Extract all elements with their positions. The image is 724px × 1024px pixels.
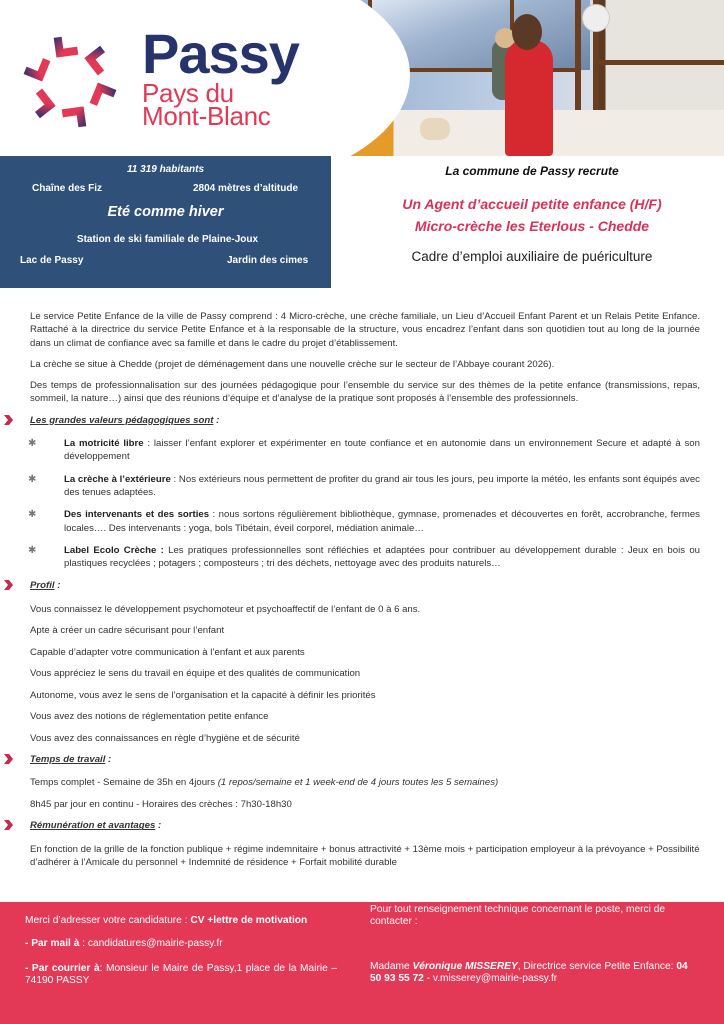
asterisk-icon: ✱ [28,544,37,556]
logo-text [142,22,299,131]
list-item: ✱ Label Ecolo Crèche : Les pratiques professionnelles sont réfléchies et adaptées pour contribuer au développement durable : Jeux en bois ou plastiques recyclées ; potagers ; composteurs ; tri des déchets, nettoyage avec des produits naturels… [28,544,700,570]
recruit-intro: La commune de Passy recrute [445,164,619,178]
contact-intro: Pour tout renseignement technique concernant le poste, merci de contacter : [370,904,666,928]
profil-line: Vous avez des connaissances en règle d’hygiène et de sécurité [30,732,300,744]
list-item: ✱ La crèche à l’extérieure : Nos extérieurs nous permettent de profiter du grand air tous les jours, peu importe la météo, les enfants sont équipés avec des tenues adaptées. [28,473,700,498]
chevron-right-icon [4,580,13,590]
profil-line: Vous avez des notions de réglementation petite enfance [30,711,269,723]
logo-tagline-1: Pays du [142,78,234,108]
logo-tagline-2: Mont-Blanc [142,101,271,131]
chevron-right-icon [4,820,13,830]
intro-paragraph: Le service Petite Enfance de la ville de Passy comprend : 4 Micro-crèche, une crèche familiale, un Lieu d’Accueil Enfant Parent et un Relais Petite Enfance. Rattaché à la directrice du service Petite Enfance et à la responsable de la structure, vous encadrez l’enfant dans son quotidien tout au long de la journée dans un climat de confiance avec sa famille et dans le cadre du projet d’établissement. [30,311,700,349]
intro-paragraph: La crèche se situe à Chedde (projet de déménagement dans une nouvelle crèche sur le secteur de l’Abbaye courant 2026). [30,358,555,370]
section-profil-heading: Profil : [8,579,700,592]
section-values-heading: Les grandes valeurs pédagogiques sont : [8,414,700,427]
passy-logo-icon [18,30,122,134]
job-location: Micro-crèche les Eterlous - Chedde [414,218,650,234]
facts-box [0,156,331,288]
fact-lac: Lac de Passy [20,255,84,266]
contact-details: Madame Véronique MISSEREY, Directrice service Petite Enfance: 04 50 93 55 72 - v.misserey@mairie-passy.fr [370,961,688,985]
chevron-right-icon [4,754,13,764]
population: 11 319 habitants [126,164,205,175]
job-grade: Cadre d’emploi auxiliaire de puériculture [411,249,653,264]
list-item: ✱ La motricité libre : laisser l’enfant explorer et expérimenter en toute confiance et en autonomie dans un environnement Secure et adapté à son développement [28,438,700,463]
asterisk-icon: ✱ [28,509,37,521]
contact-phone[interactable]: 04 50 93 55 72 [370,961,688,985]
clock-icon [582,4,610,32]
apply-by-post: - Par courrier à: Monsieur le Maire de Passy,1 place de la Mairie – 74190 PASSY [25,963,337,987]
profil-line: Apte à créer un cadre sécurisant pour l’enfant [30,625,225,637]
list-item: ✱ Des intervenants et des sorties : nous sortons régulièrement bibliothèque, gymnase, promenades et découvertes en forêt, accrobranche, fermes locales…. Des intervenants : yoga, bols Tibétain, éveil corporel, médiation animale… [28,509,700,534]
work-schedule: Temps complet - Semaine de 35h en 4jours (1 repos/semaine et 1 week-end de 4 jours toutes les 5 semaines) [30,777,499,789]
fact-ski-station: Station de ski familiale de Plaine-Joux [76,234,259,245]
profil-line: Vous appréciez le sens du travail en équipe et des qualités de communication [30,668,361,680]
profil-line: Vous connaissez le développement psychomoteur et psychoaffectif de l’enfant de 0 à 6 ans. [30,603,421,615]
apply-by-mail: - Par mail à : candidatures@mairie-passy.fr [25,938,223,949]
job-description [30,310,700,877]
profil-line: Autonome, vous avez le sens de l’organisation et la capacité à définir les priorités [30,689,376,701]
logo-name: Passy [142,22,299,85]
section-temps-heading: Temps de travail : [8,753,700,766]
slogan: Eté comme hiver [107,204,224,220]
profil-line: Capable d’adapter votre communication à l’enfant et aux parents [30,646,305,658]
apply-intro: Merci d’adresser votre candidature : CV +lettre de motivation [25,915,308,926]
contact-email-link[interactable]: v.misserey@mairie-passy.fr [432,973,558,985]
asterisk-icon: ✱ [28,473,37,485]
job-title: Un Agent d’accueil petite enfance (H/F) [402,196,662,212]
section-remuneration-heading: Rémunération et avantages : [8,819,700,832]
fact-altitude: 2804 mètres d’altitude [193,183,299,194]
chevron-right-icon [4,415,13,425]
values-list [30,437,700,570]
sheep-decoration [420,118,450,140]
fact-chaine-des-fiz: Chaîne des Fiz [32,183,103,194]
fact-jardin: Jardin des cimes [227,255,309,266]
asterisk-icon: ✱ [28,438,37,450]
apply-email-link[interactable]: candidatures@mairie-passy.fr [87,938,223,949]
profil-list [30,603,700,745]
remuneration-text: En fonction de la grille de la fonction publique + régime indemnitaire + bonus attractivité + 13ème mois + participation employeur à la prévoyance + Possibilité d’adhérer à l’Amicale du personnel + Indemnité de résidence + Forfait mobilité durable [30,843,700,868]
application-footer [0,902,724,1024]
intro-paragraph: Des temps de professionnalisation sur des journées pédagogique pour l’ensemble du service sur des thèmes de la petite enfance (transmissions, repas, sommeil, la nature…) ainsi que des réunions d’équipe et d’analyse de la pratique sont proposés à l’ensemble des professionnels. [30,380,700,405]
header [0,0,724,156]
work-hours: 8h45 par jour en continu - Horaires des crèches : 7h30-18h30 [30,798,292,810]
